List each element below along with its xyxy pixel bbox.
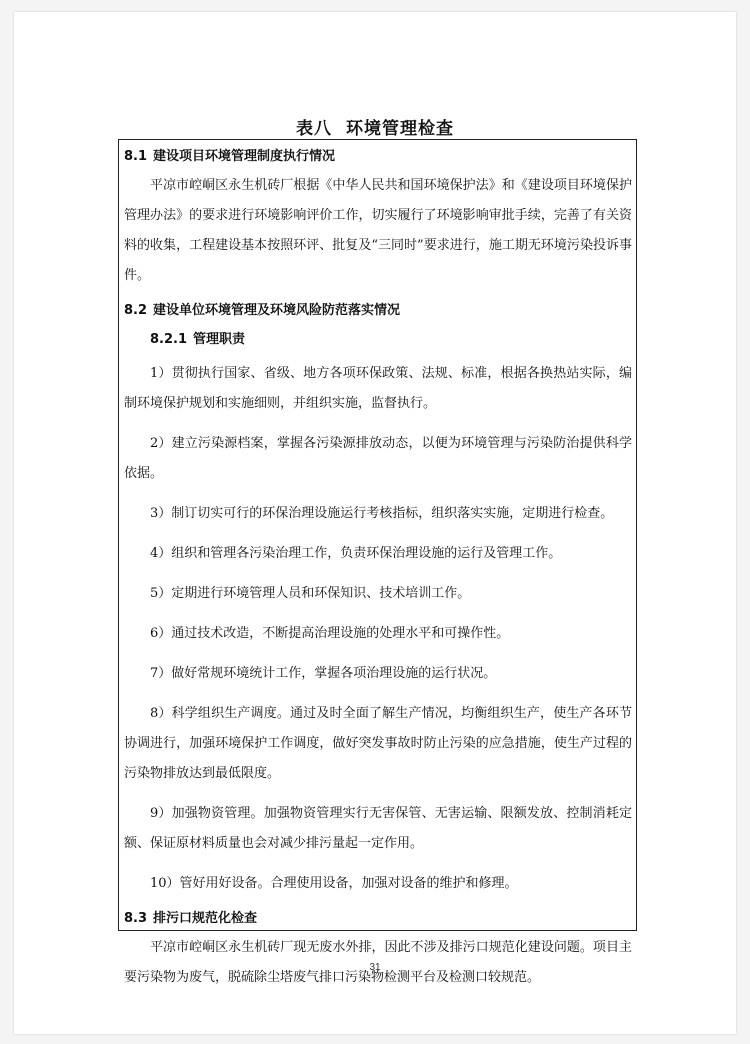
duty-item: 6）通过技术改造，不断提高治理设施的处理水平和可操作性。 [150, 626, 510, 641]
duty-item: 5）定期进行环境管理人员和环保知识、技术培训工作。 [150, 586, 471, 601]
table-title: 表八 [296, 119, 332, 139]
duty-item: 4）组织和管理各污染治理工作，负责环保治理设施的运行及管理工作。 [150, 546, 562, 561]
duty-item: 3）制订切实可行的环保治理设施运行考核指标，组织落实实施，定期进行检查。 [150, 506, 614, 521]
subsection-8-2-1-heading [124, 330, 632, 349]
section-number: 8.3 [124, 911, 148, 926]
duty-item: 8）科学组织生产调度。通过及时全面了解生产情况，均衡组织生产，使生产各环节协调进行，加强环境保护工作调度，做好突发事故时防止污染的应急措施，使生产过程的污染物排放达到最低限度。 [124, 706, 632, 781]
section-number: 8.1 [124, 149, 148, 164]
page-title [0, 114, 750, 139]
duty-item: 1）贯彻执行国家、省级、地方各项环保政策、法规、标准，根据各换热站实际，编制环境保护规划和实施细则，并组织实施，监督执行。 [124, 366, 632, 411]
section-number: 8.2 [124, 303, 148, 318]
duty-item: 10）管好用好设备。合理使用设备，加强对设备的维护和修理。 [150, 876, 518, 891]
table-subtitle: 环境管理检查 [346, 119, 454, 139]
section-8-1-heading [124, 147, 632, 166]
section-8-3-heading [124, 909, 632, 928]
section-8-3-text: 平凉市崆峒区永生机砖厂现无废水外排，因此不涉及排污口规范化建设问题。项目主要污染物为废气，脱硫除尘塔废气排口污染物检测平台及检测口较规范。 [124, 940, 632, 985]
table-content [119, 140, 636, 993]
section-8-2-heading [124, 301, 632, 320]
duty-item: 2）建立污染源档案，掌握各污染源排放动态，以便为环境管理与污染防治提供科学依据。 [124, 436, 632, 481]
duty-item: 7）做好常规环境统计工作，掌握各项治理设施的运行状况。 [150, 666, 497, 681]
section-title: 建设单位环境管理及环境风险防范落实情况 [153, 303, 401, 318]
page-number: 31 [369, 962, 381, 973]
subsection-title: 管理职责 [193, 332, 246, 347]
section-title: 建设项目环境管理制度执行情况 [153, 149, 336, 164]
duty-item: 9）加强物资管理。加强物资管理实行无害保管、无害运输、限额发放、控制消耗定额、保证原材料质量也会对减少排污量起一定作用。 [124, 806, 632, 851]
section-8-1-text: 平凉市崆峒区永生机砖厂根据《中华人民共和国环境保护法》和《建设项目环境保护管理办法》的要求进行环境影响评价工作，切实履行了环境影响审批手续，完善了有关资料的收集，工程建设基本按照环评、批复及“三同时”要求进行，施工期无环境污染投诉事件。 [124, 178, 632, 283]
section-title: 排污口规范化检查 [153, 911, 258, 926]
subsection-number: 8.2.1 [150, 332, 188, 347]
